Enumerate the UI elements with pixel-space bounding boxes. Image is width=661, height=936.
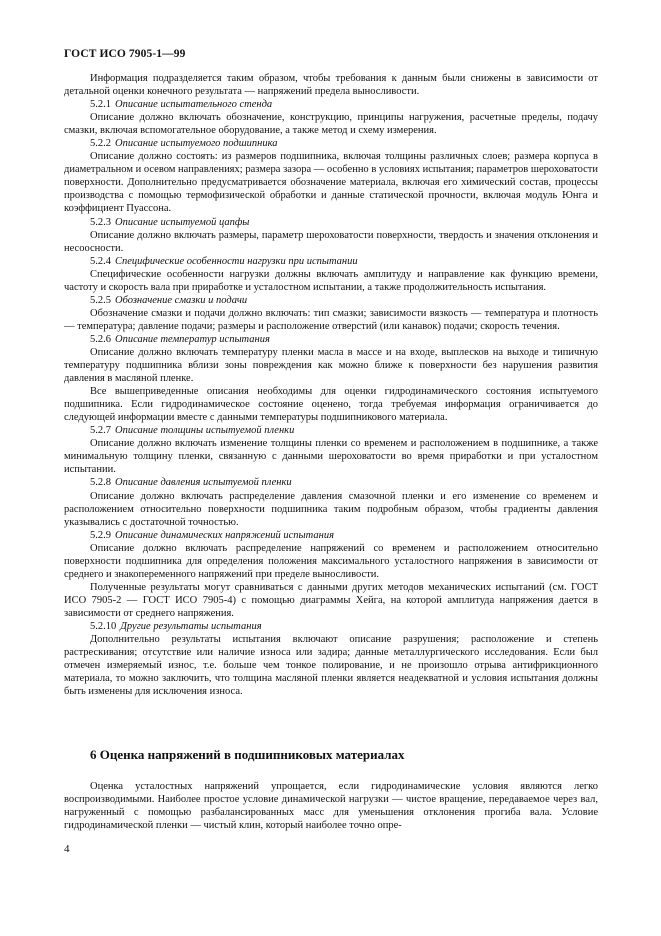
- paragraph: Все вышеприведенные описания необходимы для оценки гидродинамического состояния испытуемого подшипника. Если гидродинамическое состояние оценено, тогда требуемая информация ограничивается до следующей информации вместе с данными температуры подшипникового материала.: [64, 386, 598, 424]
- subsection-heading: [64, 333, 598, 346]
- subsection-heading: [64, 294, 598, 307]
- subsection-title: Описание давления испытуемой пленки: [115, 477, 292, 489]
- subsection-number: 5.2.4: [90, 255, 111, 267]
- subsection-heading: [64, 98, 598, 111]
- document-header: ГОСТ ИСО 7905-1—99: [64, 48, 186, 60]
- subsection-number: 5.2.8: [90, 477, 111, 489]
- subsection-number: 5.2.10: [90, 620, 117, 632]
- subsection-heading: [64, 476, 598, 489]
- subsection-title: Описание температур испытания: [115, 333, 270, 345]
- paragraph: Специфические особенности нагрузки должны включать амплитуду и направление как функцию времени, частоту и скорость вала при приработке и усталостном испытании, а также продолжительность испытания.: [64, 268, 598, 293]
- section-body: [64, 780, 598, 832]
- paragraph: Описание должно включать размеры, параметр шероховатости поверхности, твердость и значения отклонения и несоосности.: [64, 229, 598, 254]
- subsection-heading: [64, 137, 598, 150]
- paragraph: Информация подразделяется таким образом, чтобы требования к данным были снижены в зависимости от детальной оценки конечного результата — напряжений предела выносливости.: [64, 73, 598, 98]
- section-heading: 6 Оценка напряжений в подшипниковых материалах: [90, 747, 405, 762]
- subsection-heading: [64, 255, 598, 268]
- paragraph: Обозначение смазки и подачи должно включать: тип смазки; зависимости вязкость — температура и плотность — температура; давление подачи; размеры и расположение отверстий (или канавок) подачи; скорость течения.: [64, 307, 598, 332]
- subsection-number: 5.2.7: [90, 425, 111, 437]
- paragraph: Полученные результаты могут сравниваться с данными других методов механических испытаний (см. ГОСТ ИСО 7905-2 — ГОСТ ИСО 7905-4) с помощью диаграммы Хейга, на которой амплитуда напряжения дается в зависимости от среднего напряжения.: [64, 581, 598, 619]
- subsection-heading: [64, 529, 598, 542]
- subsection-title: Описание испытательного стенда: [115, 99, 273, 111]
- subsection-number: 5.2.6: [90, 333, 111, 345]
- document-body: [64, 72, 598, 698]
- subsection-number: 5.2.5: [90, 294, 111, 306]
- section-paragraph: Оценка усталостных напряжений упрощается, если гидродинамические условия являются легко воспроизводимыми. Наиболее простое условие динамической нагрузки — чистое вращение, передаваемое через вал, нагруженный с помощью разбалансированных масс для уменьшения отклонения прогиба вала. Условие гидродинамической пленки — чистый клин, который наиболее точно опре-: [64, 781, 598, 832]
- paragraph: Дополнительно результаты испытания включают описание разрушения; расположение и степень растрескивания; отсутствие или наличие износа или задира; данные металлургического исследования. Если был отмечен измеряемый износ, т.е. больше чем тонкое полирование, и не произошло отрыва антифрикционного материала, то можно заключить, что толщина масляной пленки является неадекватной и условия испытания должны быть изменены для исключения износа.: [64, 634, 598, 698]
- subsection-heading: [64, 620, 598, 633]
- subsection-heading: [64, 424, 598, 437]
- subsection-title: Описание толщины испытуемой пленки: [115, 425, 295, 437]
- paragraph: Описание должно включать температуру пленки масла в массе и на входе, выплесков на выходе и типичную температуру подшипника вблизи зоны повреждения как можно ближе к поверхности без нарушения развития давления в масляной пленке.: [64, 346, 598, 385]
- paragraph: Описание должно включать распределение напряжений со временем и расположением относительно поверхности подшипника для определения положения максимального усталостного напряжения в зависимости от среднего и знакопеременного напряжений при пределе выносливости.: [64, 542, 598, 580]
- subsection-title: Другие результаты испытания: [120, 620, 262, 632]
- subsection-number: 5.2.2: [90, 138, 111, 150]
- subsection-title: Описание испытуемого подшипника: [115, 138, 278, 150]
- paragraph: Описание должно состоять: из размеров подшипника, включая толщины различных слоев; размера корпуса в диаметральном и осевом направлениях; размера зазора — особенно в условиях испытания; параметров шероховатости поверхности. Дополнительно предусматривается обозначение материала, включая его химический состав, процессы производства с помощью термофизической обработки и данные статической прочности, включая модуль Юнга и коэффициент Пуассона.: [64, 151, 598, 215]
- subsection-title: Обозначение смазки и подачи: [115, 294, 248, 306]
- subsection-heading: [64, 216, 598, 229]
- subsection-title: Описание испытуемой цапфы: [115, 216, 250, 228]
- subsection-title: Описание динамических напряжений испытания: [115, 529, 334, 541]
- page-number: 4: [64, 843, 70, 855]
- paragraph: Описание должно включать распределение давления смазочной пленки и его изменение со временем и расположением относительно поверхности подшипника таким подробным образом, чтобы градиенты давления указывались с достаточной точностью.: [64, 490, 598, 528]
- paragraph: Описание должно включать изменение толщины пленки со временем и расположением в подшипнике, а также минимальную толщину пленки, связанную с данными шероховатости во время приработки и при усталостном испытании.: [64, 438, 598, 476]
- paragraph: Описание должно включать обозначение, конструкцию, принципы нагружения, расчетные пределы, подачу смазки, включая вспомогательное оборудование, а также метод и схему измерения.: [64, 112, 598, 137]
- subsection-title: Специфические особенности нагрузки при испытании: [115, 255, 358, 267]
- subsection-number: 5.2.3: [90, 216, 111, 228]
- subsection-number: 5.2.9: [90, 529, 111, 541]
- subsection-number: 5.2.1: [90, 99, 111, 111]
